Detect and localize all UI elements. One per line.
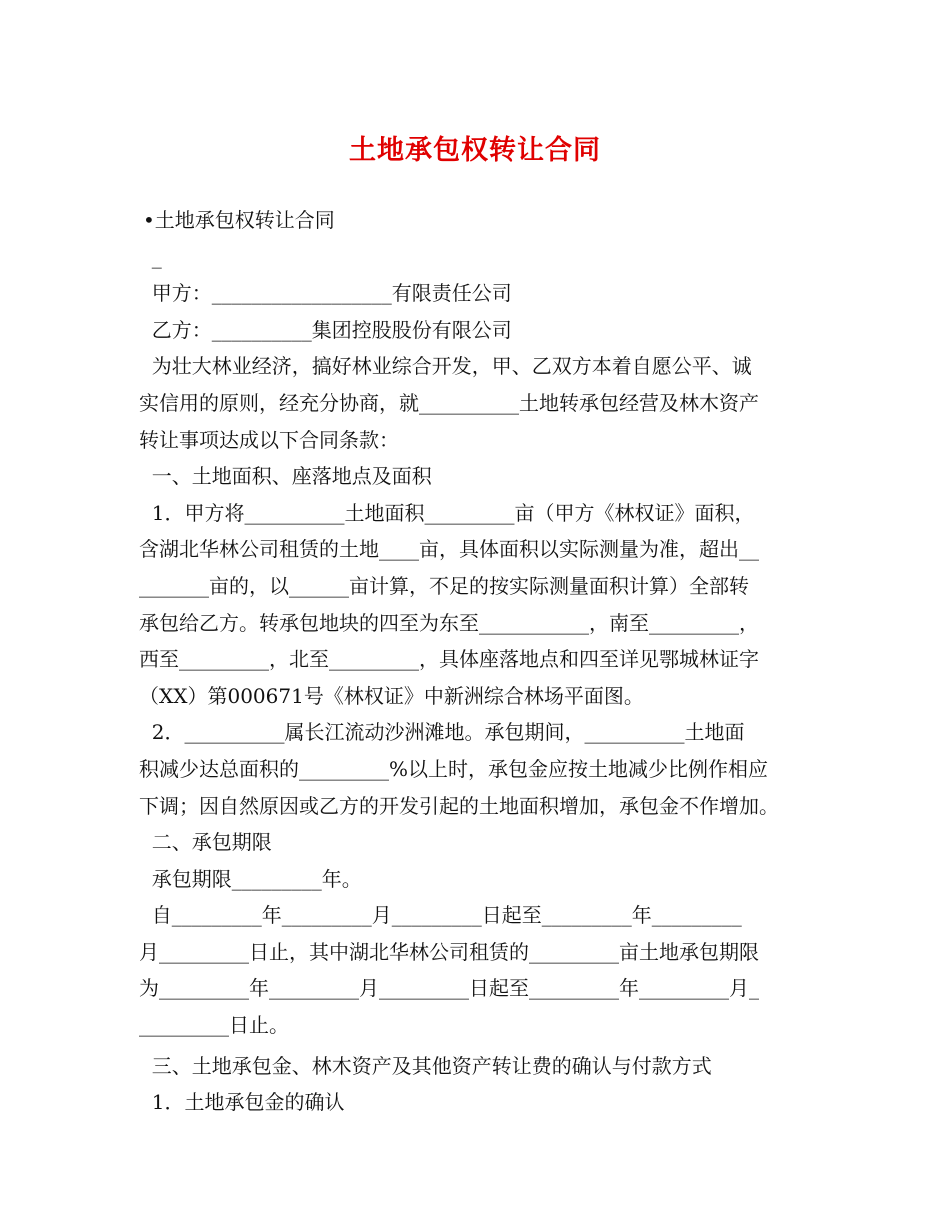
clause-line: _______亩的，以______亩计算，不足的按实际测量面积计算）全部转	[139, 573, 749, 598]
clause-line: 含湖北华林公司租赁的土地____亩，具体面积以实际测量为准，超出__	[139, 537, 759, 562]
clause-line: 承包给乙方。转承包地块的四至为东至___________，南至_________，	[139, 610, 759, 635]
party-b-line: 乙方：__________集团控股股份有限公司	[139, 317, 512, 342]
clause-line: （XX）第000671号《林权证》中新洲综合林场平面图。	[139, 683, 644, 708]
clause-line: 西至_________，北至_________，具体座落地点和四至详见鄂城林证字	[139, 647, 759, 672]
section-heading: 三、土地承包金、林木资产及其他资产转让费的确认与付款方式	[139, 1053, 712, 1078]
term-line: 自_________年_________月_________日起至_________年_________	[139, 903, 742, 928]
bullet-heading: •土地承包权转让合同	[143, 208, 335, 232]
clause-line: 下调；因自然原因或乙方的开发引起的土地面积增加，承包金不作增加。	[139, 793, 779, 818]
term-line: 月_________日止，其中湖北华林公司租赁的_________亩土地承包期限	[139, 939, 759, 964]
clause-line: 积减少达总面积的_________%以上时，承包金应按土地减少比例作相应	[139, 756, 769, 781]
clause-line: 1．甲方将__________土地面积_________亩（甲方《林权证》面积，	[139, 500, 755, 525]
document-body	[139, 202, 819, 1121]
paragraph-line: 转让事项达成以下合同条款：	[139, 427, 399, 452]
document-title: 土地承包权转让合同	[349, 135, 601, 166]
clause-line: 2．__________属长江流动沙洲滩地。承包期间，__________土地面	[139, 720, 745, 745]
section-heading: 二、承包期限	[139, 830, 272, 855]
term-line: _________日止。	[139, 1013, 289, 1038]
section-heading: 一、土地面积、座落地点及面积	[139, 464, 432, 489]
term-line: 承包期限_________年。	[139, 866, 362, 891]
party-a-line: 甲方：__________________有限责任公司	[139, 281, 512, 306]
paragraph-line: 实信用的原则，经充分协商，就__________土地转承包经营及林木资产	[139, 390, 759, 415]
term-line: 为_________年_________月_________日起至_________年_________月_	[139, 976, 759, 1001]
underscore-line: _	[139, 244, 162, 269]
subsection-heading: 1．土地承包金的确认	[139, 1090, 345, 1115]
paragraph-line: 为壮大林业经济，搞好林业综合开发，甲、乙双方本着自愿公平、诚	[139, 354, 752, 379]
